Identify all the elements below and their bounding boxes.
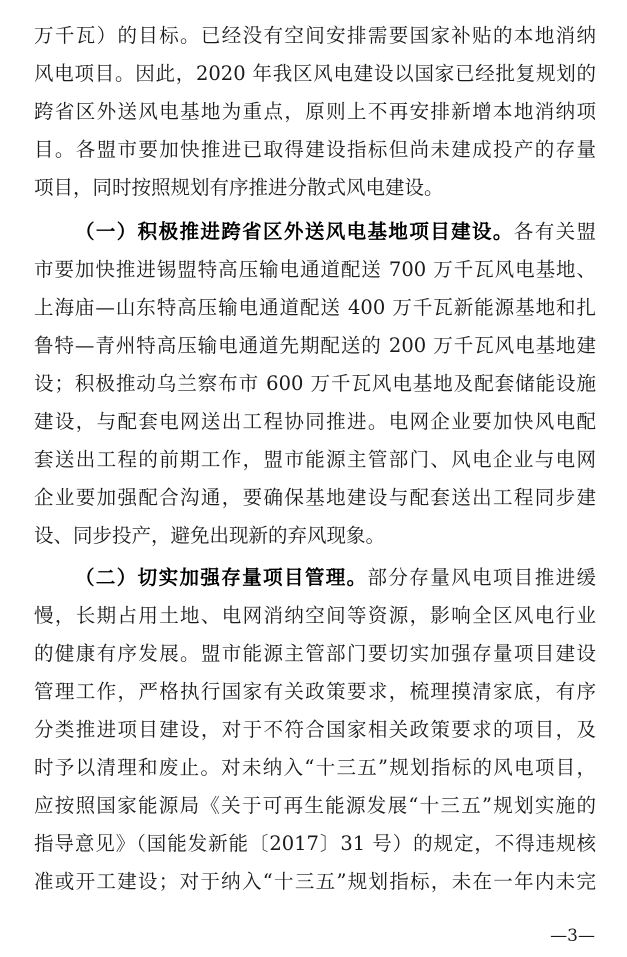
- paragraph-line: 风电项目。因此，2020 年我区风电建设以国家已经批复规划的: [34, 62, 596, 85]
- heading-line-rest: 各有关盟: [513, 220, 596, 243]
- paragraph-line: 应按照国家能源局《关于可再生能源发展“十三五”规划实施的: [34, 794, 596, 817]
- paragraph-line: 设、同步投产，避免出现新的弃风现象。: [34, 524, 386, 547]
- section-heading-line: [75, 559, 596, 597]
- paragraph-line: 市要加快推进锡盟特高压输电通道配送 700 万千瓦风电基地、: [34, 258, 596, 281]
- paragraph-line: 上海庙—山东特高压输电通道配送 400 万千瓦新能源基地和扎: [34, 296, 596, 319]
- paragraph-line: 慢，长期占用土地、电网消纳空间等资源，影响全区风电行业: [34, 604, 596, 627]
- paragraph-line: 跨省区外送风电基地为重点，原则上不再安排新增本地消纳项: [34, 100, 596, 123]
- section-heading: （二）切实加强存量项目管理。: [75, 566, 368, 589]
- paragraph-line: 设；积极推动乌兰察布市 600 万千瓦风电基地及配套储能设施: [34, 372, 596, 395]
- paragraph-line: 万千瓦）的目标。已经没有空间安排需要国家补贴的本地消纳: [34, 24, 596, 47]
- paragraph-line: 鲁特—青州特高压输电通道先期配送的 200 万千瓦风电基地建: [34, 334, 596, 357]
- paragraph-line: 套送出工程的前期工作，盟市能源主管部门、风电企业与电网: [34, 448, 596, 471]
- heading-line-rest: 部分存量风电项目推进缓: [367, 566, 596, 589]
- paragraph-line: 准或开工建设；对于纳入“十三五”规划指标，未在一年内未完: [34, 870, 596, 893]
- paragraph-line: 指导意见》（国能发新能〔2017〕31 号）的规定，不得违规核: [34, 832, 596, 855]
- paragraph-line: 建设，与配套电网送出工程协同推进。电网企业要加快风电配: [34, 410, 596, 433]
- paragraph-line: 时予以清理和废止。对未纳入“十三五”规划指标的风电项目，: [34, 756, 596, 779]
- page-number: —3—: [550, 926, 595, 946]
- section-heading-line: [75, 213, 596, 251]
- paragraph-line: 目。各盟市要加快推进已取得建设指标但尚未建成投产的存量: [34, 138, 596, 161]
- paragraph-line: 管理工作，严格执行国家有关政策要求，梳理摸清家底，有序: [34, 680, 596, 703]
- paragraph-line: 的健康有序发展。盟市能源主管部门要切实加强存量项目建设: [34, 642, 596, 665]
- paragraph-line: 企业要加强配合沟通，要确保基地建设与配套送出工程同步建: [34, 486, 596, 509]
- section-heading: （一）积极推进跨省区外送风电基地项目建设。: [75, 220, 514, 243]
- paragraph-line: 分类推进项目建设，对于不符合国家相关政策要求的项目，及: [34, 718, 596, 741]
- paragraph-line: 项目，同时按照规划有序推进分散式风电建设。: [34, 176, 444, 199]
